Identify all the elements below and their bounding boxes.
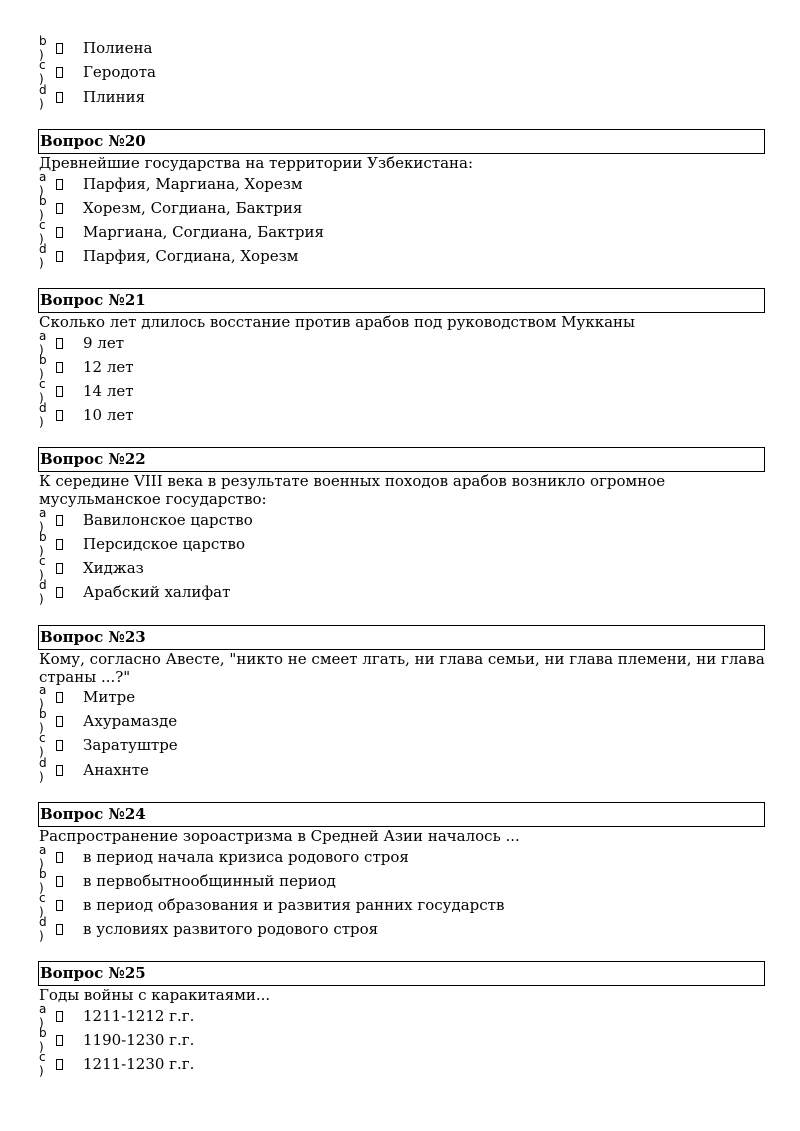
option-letter: c ) bbox=[39, 377, 47, 405]
option-text: Хиджаз bbox=[83, 559, 144, 577]
option-letter: b ) bbox=[39, 867, 48, 895]
option-checkbox[interactable] bbox=[56, 716, 63, 727]
option-letter: a ) bbox=[39, 506, 48, 534]
answer-option[interactable] bbox=[39, 578, 231, 606]
answer-option[interactable] bbox=[39, 1050, 195, 1078]
answer-option[interactable] bbox=[39, 242, 299, 270]
answer-option[interactable] bbox=[39, 58, 156, 86]
option-checkbox[interactable] bbox=[56, 852, 63, 863]
option-letter: c ) bbox=[39, 218, 47, 246]
answer-option[interactable] bbox=[39, 194, 303, 222]
option-letter: c ) bbox=[39, 731, 47, 759]
option-letter: a ) bbox=[39, 329, 48, 357]
option-text: в период образования и развития ранних государств bbox=[83, 896, 505, 914]
option-text: в первобытнообщинный период bbox=[83, 872, 336, 890]
option-checkbox[interactable] bbox=[56, 386, 63, 397]
question-text: Годы войны с каракитаями... bbox=[39, 986, 271, 1004]
option-checkbox[interactable] bbox=[56, 876, 63, 887]
answer-option[interactable] bbox=[39, 843, 409, 871]
option-checkbox[interactable] bbox=[56, 1035, 63, 1046]
option-letter: b ) bbox=[39, 707, 48, 735]
option-text: Ахурамазде bbox=[83, 712, 178, 730]
option-text: в период начала кризиса родового строя bbox=[83, 848, 409, 866]
answer-option[interactable] bbox=[39, 1026, 195, 1054]
option-text: Плиния bbox=[83, 88, 146, 106]
option-letter: b ) bbox=[39, 194, 48, 222]
option-text: Хорезм, Согдиана, Бактрия bbox=[83, 199, 303, 217]
option-letter: d ) bbox=[39, 756, 48, 784]
option-letter: a ) bbox=[39, 170, 48, 198]
option-checkbox[interactable] bbox=[56, 563, 63, 574]
answer-option[interactable] bbox=[39, 329, 125, 357]
question-header: Вопрос №20 bbox=[38, 129, 765, 154]
option-checkbox[interactable] bbox=[56, 587, 63, 598]
option-checkbox[interactable] bbox=[56, 43, 63, 54]
option-letter: c ) bbox=[39, 554, 47, 582]
question-header: Вопрос №25 bbox=[38, 961, 765, 986]
question-header: Вопрос №23 bbox=[38, 625, 765, 650]
option-text: в условиях развитого родового строя bbox=[83, 920, 379, 938]
option-text: Парфия, Согдиана, Хорезм bbox=[83, 247, 299, 265]
option-letter: a ) bbox=[39, 1002, 48, 1030]
answer-option[interactable] bbox=[39, 756, 149, 784]
option-text: 12 лет bbox=[83, 358, 134, 376]
option-checkbox[interactable] bbox=[56, 203, 63, 214]
option-letter: a ) bbox=[39, 683, 48, 711]
question-text: К середине VIII века в результате военных походов арабов возникло огромное мусульманское государство: bbox=[39, 472, 666, 508]
option-checkbox[interactable] bbox=[56, 924, 63, 935]
option-letter: d ) bbox=[39, 915, 48, 943]
option-checkbox[interactable] bbox=[56, 515, 63, 526]
option-checkbox[interactable] bbox=[56, 539, 63, 550]
question-header: Вопрос №21 bbox=[38, 288, 765, 313]
option-letter: b ) bbox=[39, 34, 48, 62]
question-header: Вопрос №22 bbox=[38, 447, 765, 472]
option-text: 1211-1212 г.г. bbox=[83, 1007, 195, 1025]
option-text: 9 лет bbox=[83, 334, 125, 352]
option-letter: d ) bbox=[39, 242, 48, 270]
option-letter: b ) bbox=[39, 530, 48, 558]
option-text: Вавилонское царство bbox=[83, 511, 253, 529]
option-text: Анахнте bbox=[83, 761, 149, 779]
option-text: Маргиана, Согдиана, Бактрия bbox=[83, 223, 324, 241]
answer-option[interactable] bbox=[39, 377, 134, 405]
answer-option[interactable] bbox=[39, 218, 324, 246]
option-checkbox[interactable] bbox=[56, 740, 63, 751]
option-text: Полиена bbox=[83, 39, 153, 57]
option-checkbox[interactable] bbox=[56, 67, 63, 78]
option-checkbox[interactable] bbox=[56, 179, 63, 190]
option-letter: a ) bbox=[39, 843, 48, 871]
answer-option[interactable] bbox=[39, 867, 336, 895]
question-text: Кому, согласно Авесте, "никто не смеет лгать, ни глава семьи, ни глава племени, ни глава страны ...?" bbox=[39, 650, 765, 686]
question-text: Сколько лет длилось восстание против арабов под руководством Мукканы bbox=[39, 313, 635, 331]
answer-option[interactable] bbox=[39, 34, 153, 62]
answer-option[interactable] bbox=[39, 707, 178, 735]
answer-option[interactable] bbox=[39, 353, 134, 381]
option-text: 1190-1230 г.г. bbox=[83, 1031, 195, 1049]
option-text: Митре bbox=[83, 688, 136, 706]
option-text: 10 лет bbox=[83, 406, 134, 424]
option-checkbox[interactable] bbox=[56, 765, 63, 776]
option-checkbox[interactable] bbox=[56, 1059, 63, 1070]
answer-option[interactable] bbox=[39, 170, 303, 198]
option-letter: c ) bbox=[39, 1050, 47, 1078]
option-text: Геродота bbox=[83, 63, 156, 81]
option-letter: c ) bbox=[39, 891, 47, 919]
option-text: Заратуштре bbox=[83, 736, 178, 754]
option-checkbox[interactable] bbox=[56, 692, 63, 703]
option-checkbox[interactable] bbox=[56, 410, 63, 421]
answer-option[interactable] bbox=[39, 530, 246, 558]
option-text: 1211-1230 г.г. bbox=[83, 1055, 195, 1073]
question-text: Распространение зороастризма в Средней Азии началось ... bbox=[39, 827, 520, 845]
option-checkbox[interactable] bbox=[56, 362, 63, 373]
answer-option[interactable] bbox=[39, 891, 505, 919]
answer-option[interactable] bbox=[39, 401, 134, 429]
question-header: Вопрос №24 bbox=[38, 802, 765, 827]
option-text: Арабский халифат bbox=[83, 583, 231, 601]
option-text: Парфия, Маргиана, Хорезм bbox=[83, 175, 303, 193]
option-letter: d ) bbox=[39, 578, 48, 606]
option-checkbox[interactable] bbox=[56, 900, 63, 911]
answer-option[interactable] bbox=[39, 915, 379, 943]
option-checkbox[interactable] bbox=[56, 92, 63, 103]
answer-option[interactable] bbox=[39, 506, 253, 534]
answer-option[interactable] bbox=[39, 731, 178, 759]
option-checkbox[interactable] bbox=[56, 251, 63, 262]
answer-option[interactable] bbox=[39, 83, 146, 111]
option-checkbox[interactable] bbox=[56, 227, 63, 238]
option-letter: b ) bbox=[39, 353, 48, 381]
option-letter: d ) bbox=[39, 401, 48, 429]
answer-option[interactable] bbox=[39, 683, 136, 711]
option-letter: c ) bbox=[39, 58, 47, 86]
option-letter: d ) bbox=[39, 83, 48, 111]
option-checkbox[interactable] bbox=[56, 338, 63, 349]
question-text: Древнейшие государства на территории Узбекистана: bbox=[39, 154, 474, 172]
option-text: 14 лет bbox=[83, 382, 134, 400]
option-text: Персидское царство bbox=[83, 535, 246, 553]
answer-option[interactable] bbox=[39, 1002, 195, 1030]
option-letter: b ) bbox=[39, 1026, 48, 1054]
option-checkbox[interactable] bbox=[56, 1011, 63, 1022]
answer-option[interactable] bbox=[39, 554, 144, 582]
